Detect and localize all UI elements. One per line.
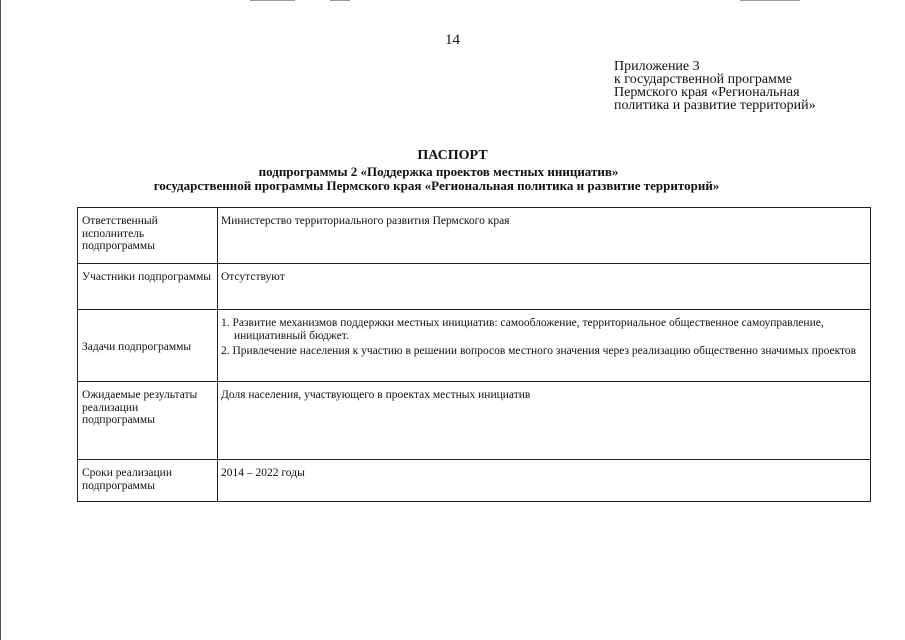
appendix-line: Приложение 3 [614,59,700,74]
appendix-note [614,60,816,112]
document-subtitle: государственной программы Пермского края «Региональная политика и развитие территорий» [153,178,720,193]
scan-mark [330,0,350,1]
task-item: 1. Развитие механизмов поддержки местных инициатив: самообложение, территориальное общественное самоуправление, инициативный бюджет. [221,317,824,342]
table-row [78,264,871,310]
document-subtitle: подпрограммы 2 «Поддержка проектов местных инициатив» [258,164,619,179]
scan-mark [250,0,295,1]
row-value: Министерство территориального развития Пермского края [218,208,871,264]
table-row [78,382,871,460]
table-row [78,460,871,502]
row-value [218,310,871,382]
row-label: Ответственный исполнитель подпрограммы [78,208,218,264]
row-value: Доля населения, участвующего в проектах местных инициатив [218,382,871,460]
appendix-line: Пермского края «Региональная [614,85,800,100]
row-label: Ожидаемые результаты реализации подпрограммы [78,382,218,460]
table-row [78,310,871,382]
page-number: 14 [445,32,460,48]
row-label: Участники подпрограммы [78,264,218,310]
task-item: 2. Привлечение населения к участию в решении вопросов местного значения через реализацию общественно значимых проектов [221,345,857,357]
table-row [78,208,871,264]
scan-mark [740,0,800,1]
row-label: Задачи подпрограммы [78,310,218,382]
row-value: Отсутствуют [218,264,871,310]
page-edge [0,0,1,640]
passport-table [77,207,871,502]
appendix-line: к государственной программе [614,72,792,87]
document-title: ПАСПОРТ [417,148,488,163]
row-value: 2014 – 2022 годы [218,460,871,502]
appendix-line: политика и развитие территорий» [614,98,816,113]
row-label: Сроки реализации подпрограммы [78,460,218,502]
